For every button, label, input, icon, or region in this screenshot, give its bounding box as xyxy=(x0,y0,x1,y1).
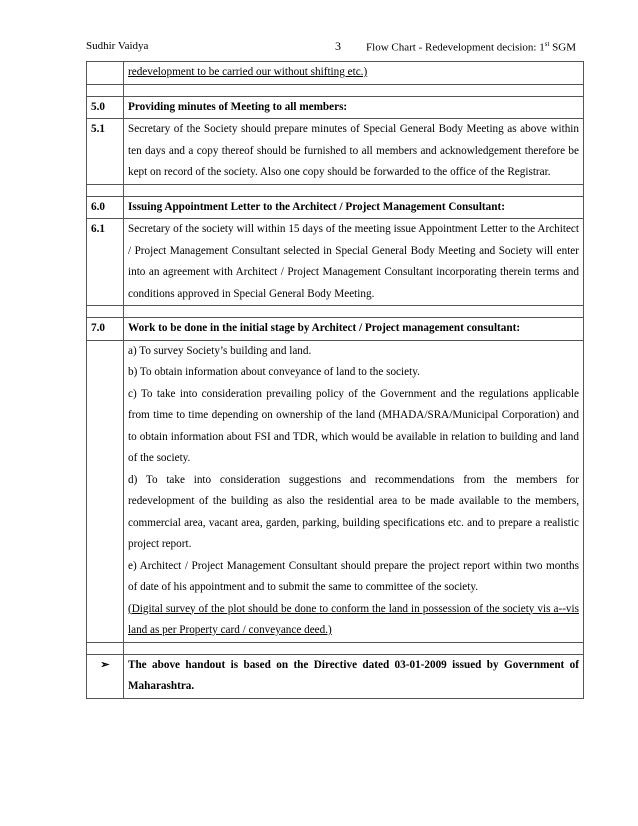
header-title: Flow Chart - Redevelopment decision: 1st SGM xyxy=(366,40,576,54)
section-body: Secretary of the society will within 15 days of the meeting issue Appointment Letter to the Architect / Project Management Consultant selected in Special General Body Meeting and Society will enter into an agreement with Architect / Project Management Consultant incorporating therein terms and conditions approved in Special General Body Meeting. xyxy=(124,219,584,306)
section-body-row xyxy=(87,219,584,306)
header-author: Sudhir Vaidya xyxy=(86,40,149,52)
list-item: b) To obtain information about conveyance of land to the society. xyxy=(128,366,420,378)
footer-row xyxy=(87,654,584,698)
header-page-number: 3 xyxy=(335,39,341,53)
list-item: c) To take into consideration prevailing policy of the Government and the regulations applicable from time to time depending on ownership of the land (MHADA/SRA/Municipal Corporation) and to obtain information about FSI and TDR, which would be available in relation to building and land of the society. xyxy=(128,387,579,464)
arrow-bullet-icon: ➢ xyxy=(87,654,124,698)
section-heading-row xyxy=(87,96,584,119)
section-number: 5.0 xyxy=(87,96,124,119)
footer-note: The above handout is based on the Directive dated 03-01-2009 issued by Government of Maharashtra. xyxy=(124,654,584,698)
subsection-number: 5.1 xyxy=(87,119,124,185)
section-heading-row xyxy=(87,318,584,341)
section-number: 7.0 xyxy=(87,318,124,341)
flow-chart-table xyxy=(86,61,584,699)
list-item: e) Architect / Project Management Consultant should prepare the project report within two months of date of his appointment and to submit the same to committee of the society. xyxy=(128,559,579,593)
section-heading: Work to be done in the initial stage by Architect / Project management consultant: xyxy=(124,318,584,341)
section-number: 6.0 xyxy=(87,196,124,219)
section-body: Secretary of the Society should prepare minutes of Special General Body Meeting as above within ten days and a copy thereof should be furnished to all members and acknowledgement therefore be kept on record of the society. Also one copy should be forwarded to the office of the Registrar. xyxy=(124,119,584,185)
section-heading-row xyxy=(87,196,584,219)
subsection-number: 6.1 xyxy=(87,219,124,306)
survey-note: (Digital survey of the plot should be done to conform the land in possession of the society vis a--vis land as per Property card / conveyance deed.) xyxy=(128,602,579,636)
page-header xyxy=(86,40,576,56)
section-body-row xyxy=(87,119,584,185)
list-item: a) To survey Society’s building and land. xyxy=(128,344,312,357)
section-heading: Issuing Appointment Letter to the Architect / Project Management Consultant: xyxy=(124,196,584,219)
section-body-row xyxy=(87,340,584,642)
table-row xyxy=(87,62,584,85)
section-heading: Providing minutes of Meeting to all members: xyxy=(124,96,584,119)
continued-text: redevelopment to be carried our without shifting etc.) xyxy=(128,66,368,78)
work-items xyxy=(124,340,584,642)
list-item: d) To take into consideration suggestions and recommendations from the members for redevelopment of the building as also the residential area to be made available to the members, commercial area, vacant area, garden, parking, building specifications etc. and to prepare a realistic project report. xyxy=(128,473,579,550)
